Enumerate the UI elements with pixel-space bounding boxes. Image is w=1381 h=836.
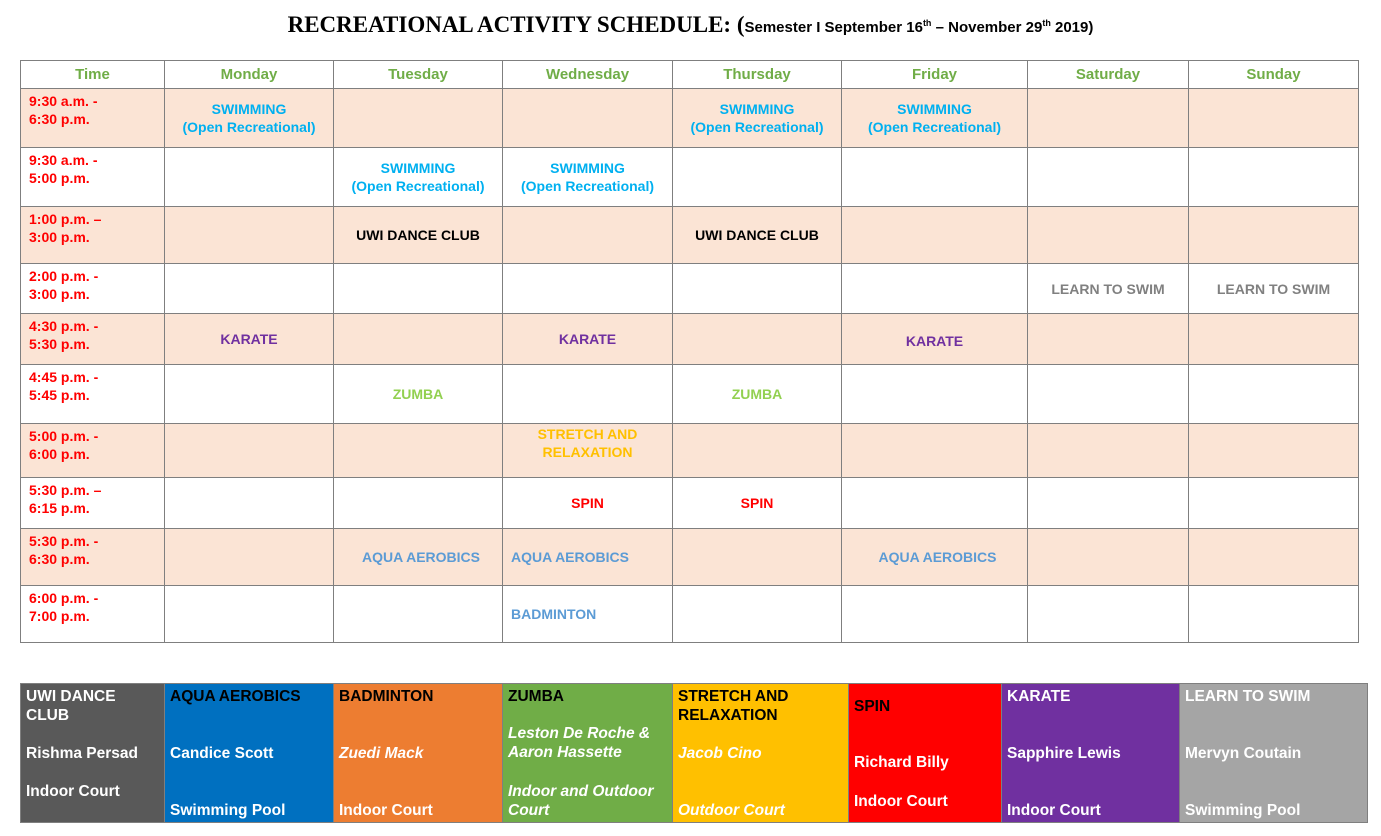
header-friday: Friday	[842, 61, 1028, 89]
header-tuesday: Tuesday	[334, 61, 503, 89]
legend-badminton: BADMINTON Zuedi Mack Indoor Court	[334, 684, 503, 823]
schedule-table	[20, 60, 1359, 643]
empty-cell	[503, 365, 673, 424]
time-cell: 2:00 p.m. - 3:00 p.m.	[21, 264, 165, 314]
empty-cell	[334, 264, 503, 314]
empty-cell	[1189, 89, 1359, 148]
empty-cell	[1028, 89, 1189, 148]
empty-cell	[165, 148, 334, 207]
activity-cell-karate: KARATE	[503, 314, 673, 365]
page-title	[0, 12, 1381, 38]
activity-cell-swimming: SWIMMING (Open Recreational)	[673, 89, 842, 148]
time-cell: 4:30 p.m. - 5:30 p.m.	[21, 314, 165, 365]
empty-cell	[842, 424, 1028, 478]
empty-cell	[165, 365, 334, 424]
title-semester: Semester I September 16th – November 29th 2019)	[744, 18, 1094, 36]
activity-cell-learn-to-swim: LEARN TO SWIM	[1028, 264, 1189, 314]
empty-cell	[1189, 148, 1359, 207]
activity-cell-zumba: ZUMBA	[673, 365, 842, 424]
empty-cell	[334, 314, 503, 365]
empty-cell	[842, 478, 1028, 529]
empty-cell	[673, 314, 842, 365]
legend-table	[20, 683, 1368, 823]
activity-cell-learn-to-swim: LEARN TO SWIM	[1189, 264, 1359, 314]
empty-cell	[1189, 365, 1359, 424]
time-cell: 6:00 p.m. - 7:00 p.m.	[21, 586, 165, 643]
header-sunday: Sunday	[1189, 61, 1359, 89]
legend-zumba: ZUMBA Leston De Roche & Aaron Hassette Indoor and Outdoor Court	[503, 684, 673, 823]
activity-cell-dance: UWI DANCE CLUB	[673, 207, 842, 264]
empty-cell	[1028, 314, 1189, 365]
empty-cell	[1028, 207, 1189, 264]
empty-cell	[842, 264, 1028, 314]
empty-cell	[165, 424, 334, 478]
legend-row	[21, 684, 1368, 823]
table-row	[21, 478, 1359, 529]
activity-cell-aqua-aerobics: AQUA AEROBICS	[842, 529, 1028, 586]
table-row	[21, 529, 1359, 586]
empty-cell	[334, 478, 503, 529]
activity-cell-aqua-aerobics: AQUA AEROBICS	[334, 529, 503, 586]
time-cell: 5:30 p.m. – 6:15 p.m.	[21, 478, 165, 529]
legend-aqua-aerobics: AQUA AEROBICS Candice Scott Swimming Pool	[165, 684, 334, 823]
empty-cell	[334, 89, 503, 148]
activity-cell-aqua-aerobics: AQUA AEROBICS	[503, 529, 673, 586]
activity-cell-swimming: SWIMMING (Open Recreational)	[503, 148, 673, 207]
empty-cell	[165, 478, 334, 529]
empty-cell	[1189, 586, 1359, 643]
header-row	[21, 61, 1359, 89]
empty-cell	[165, 207, 334, 264]
table-row	[21, 586, 1359, 643]
empty-cell	[165, 586, 334, 643]
time-cell: 5:00 p.m. - 6:00 p.m.	[21, 424, 165, 478]
empty-cell	[503, 264, 673, 314]
activity-cell-badminton: BADMINTON	[503, 586, 673, 643]
header-monday: Monday	[165, 61, 334, 89]
table-row	[21, 424, 1359, 478]
table-row	[21, 314, 1359, 365]
activity-cell-stretch: STRETCH AND RELAXATION	[503, 424, 673, 478]
empty-cell	[1028, 478, 1189, 529]
activity-cell-zumba: ZUMBA	[334, 365, 503, 424]
legend-stretch-relaxation: STRETCH AND RELAXATION Jacob Cino Outdoor Court	[673, 684, 849, 823]
header-time: Time	[21, 61, 165, 89]
time-cell: 4:45 p.m. - 5:45 p.m.	[21, 365, 165, 424]
empty-cell	[334, 424, 503, 478]
legend-learn-to-swim: LEARN TO SWIM Mervyn Coutain Swimming Pool	[1180, 684, 1368, 823]
empty-cell	[165, 264, 334, 314]
activity-cell-karate: KARATE	[165, 314, 334, 365]
activity-cell-spin: SPIN	[673, 478, 842, 529]
empty-cell	[673, 148, 842, 207]
empty-cell	[1189, 529, 1359, 586]
table-row	[21, 365, 1359, 424]
legend-uwi-dance-club: UWI DANCE CLUB Rishma Persad Indoor Court	[21, 684, 165, 823]
activity-cell-swimming: SWIMMING (Open Recreational)	[842, 89, 1028, 148]
empty-cell	[842, 207, 1028, 264]
empty-cell	[673, 586, 842, 643]
empty-cell	[165, 529, 334, 586]
empty-cell	[673, 529, 842, 586]
empty-cell	[842, 148, 1028, 207]
time-cell: 5:30 p.m. - 6:30 p.m.	[21, 529, 165, 586]
empty-cell	[842, 365, 1028, 424]
activity-cell-karate: KARATE	[842, 314, 1028, 365]
empty-cell	[673, 264, 842, 314]
time-cell: 1:00 p.m. – 3:00 p.m.	[21, 207, 165, 264]
legend-spin: SPIN Richard Billy Indoor Court	[849, 684, 1002, 823]
empty-cell	[1028, 529, 1189, 586]
empty-cell	[1189, 478, 1359, 529]
table-row	[21, 148, 1359, 207]
empty-cell	[1028, 424, 1189, 478]
empty-cell	[503, 89, 673, 148]
header-saturday: Saturday	[1028, 61, 1189, 89]
empty-cell	[842, 586, 1028, 643]
empty-cell	[1189, 207, 1359, 264]
empty-cell	[1189, 424, 1359, 478]
empty-cell	[1028, 586, 1189, 643]
activity-cell-swimming: SWIMMING (Open Recreational)	[334, 148, 503, 207]
table-row	[21, 264, 1359, 314]
empty-cell	[334, 586, 503, 643]
table-row	[21, 207, 1359, 264]
empty-cell	[1028, 365, 1189, 424]
title-main: RECREATIONAL ACTIVITY SCHEDULE: (	[287, 12, 745, 37]
time-cell: 9:30 a.m. - 5:00 p.m.	[21, 148, 165, 207]
header-thursday: Thursday	[673, 61, 842, 89]
empty-cell	[503, 207, 673, 264]
table-row	[21, 89, 1359, 148]
activity-cell-dance: UWI DANCE CLUB	[334, 207, 503, 264]
empty-cell	[1189, 314, 1359, 365]
empty-cell	[1028, 148, 1189, 207]
empty-cell	[673, 424, 842, 478]
activity-cell-spin: SPIN	[503, 478, 673, 529]
activity-cell-swimming: SWIMMING (Open Recreational)	[165, 89, 334, 148]
header-wednesday: Wednesday	[503, 61, 673, 89]
time-cell: 9:30 a.m. - 6:30 p.m.	[21, 89, 165, 148]
legend-karate: KARATE Sapphire Lewis Indoor Court	[1002, 684, 1180, 823]
